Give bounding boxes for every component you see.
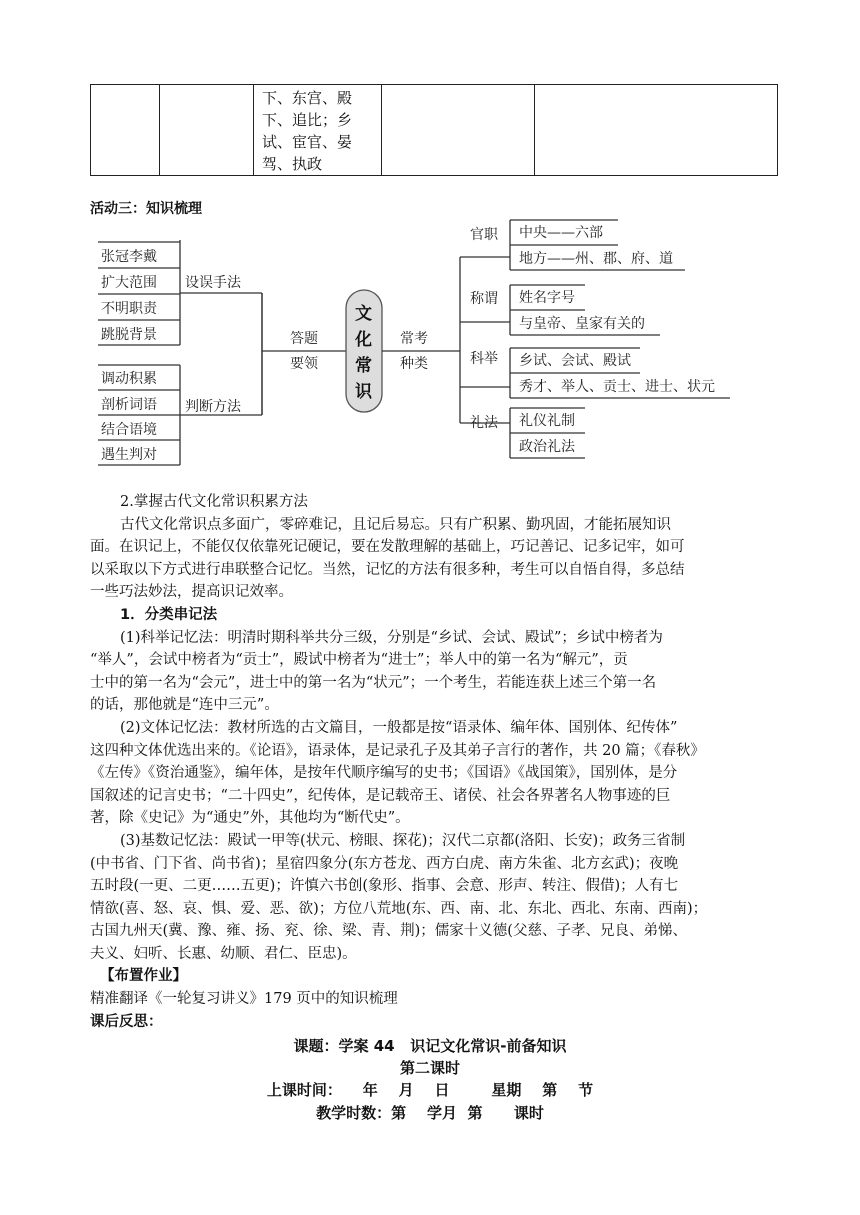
group1-item: 张冠李戴 [101,249,157,265]
paragraph-line: 夫义、妇听、长惠、幼顺、君仁、臣忠)。 [90,945,357,962]
cell-line: 下、东宫、殿 [262,89,353,107]
paragraph-line: 的话，那他就是“连中三元”。 [90,697,279,714]
category-item: 乡试、会试、殿试 [519,353,631,369]
category-item: 姓名字号 [519,290,575,306]
category-item: 秀才、举人、贡士、进士、状元 [519,379,715,395]
table-cell [535,85,778,176]
center-char: 常 [355,356,372,376]
paragraph-line: (中书省、门下省、尚书省)；星宿四象分(东方苍龙、西方白虎、南方朱雀、北方玄武)；夜晚 [90,855,679,872]
category-label: 称谓 [470,291,498,307]
paragraph-line: 士中的第一名为“会元”，进士中的第一名为“状元”；一个考生，若能连获上述三个第一名 [90,674,657,691]
body-text [90,491,707,1033]
paragraph-line: 古代文化常识点多面广，零碎难记，且记后易忘。只有广积累、勤巩固，才能拓展知识 [120,516,671,533]
category-item: 中央——六部 [519,225,603,241]
lesson-count: 教学时数：第 学月 第 课时 [316,1104,544,1122]
paragraph-line: 这四种文体优选出来的。《论语》，语录体，是记录孔子及其弟子言行的著作，共 20 篇；《春秋》 [90,742,705,759]
group2-item: 剖析词语 [101,397,157,413]
paragraph-line: (3)基数记忆法：殿试一甲等(状元、榜眼、探花)；汉代二京都(洛阳、长安)；政务三省制 [120,832,686,849]
group2-item: 结合语境 [101,422,157,438]
group1-label: 设误手法 [185,275,241,291]
paragraph-line: 面。在识记上，不能仅仅依靠死记硬记，要在发散理解的基础上，巧记善记、记多记牢，如可 [90,539,685,556]
category-label: 科举 [470,351,498,367]
category-item: 地方——州、郡、府、道 [519,251,673,267]
group1-item: 扩大范围 [101,275,157,291]
group2-item: 遇生判对 [101,447,157,463]
paragraph-line: “举人”，会试中榜者为“贡士”，殿试中榜者为“进士”；举人中的第一名为“解元”，贡 [90,652,628,669]
homework-text: 精准翻译《一轮复习讲义》179 页中的知识梳理 [90,991,398,1008]
subheading: 1．分类串记法 [120,606,218,623]
group2-label: 判断方法 [185,399,241,415]
center-char: 识 [355,382,372,402]
left-mid-label: 要领 [290,356,318,372]
category-label: 官职 [470,227,498,243]
category-item: 礼仪礼制 [519,413,575,429]
section-title: 2.掌握古代文化常识积累方法 [120,494,308,510]
right-mid-label: 种类 [400,356,428,372]
cell-line: 下、追比；乡 [262,111,353,129]
homework-title: 【布置作业】 [100,968,187,985]
paragraph-line: 《左传》《资治通鉴》，编年体，是按年代顺序编写的史书；《国语》《战国策》，国别体，是分 [90,765,678,782]
lesson-time: 上课时间： 年 月 日 星期 第 节 [266,1081,594,1099]
lesson-title: 课题：学案 44 识记文化常识-前备知识 [293,1037,567,1055]
cell-line: 试、宦官、晏 [262,133,353,151]
table-cell [382,85,535,176]
paragraph-line: 五时段(一更、二更……五更)；许慎六书创(象形、指事、会意、形声、转注、假借)；人有七 [90,878,679,895]
group1-item: 跳脱背景 [101,327,157,343]
top-table [90,84,778,176]
paragraph-line: 一些巧法妙法，提高识记效率。 [90,584,293,601]
category-label: 礼法 [470,415,498,431]
paragraph-line: (2)文体记忆法：教材所选的古文篇目，一般都是按“语录体、编年体、国别体、纪传体” [120,719,678,736]
knowledge-mindmap [0,215,860,475]
paragraph-line: (1)科举记忆法：明清时期科举共分三级，分别是“乡试、会试、殿试”；乡试中榜者为 [120,629,663,646]
paragraph-line: 著，除《史记》为“通史”外，其他均为“断代史”。 [90,810,410,827]
table-cell-terms [254,85,382,176]
cell-line: 驾、执政 [262,155,323,173]
center-char: 化 [355,330,372,350]
table-cell [91,85,160,176]
lesson-sub: 第二课时 [399,1059,460,1077]
group1-item: 不明职责 [101,301,157,317]
activity-title: 活动三：知识梳理 [90,201,202,217]
center-char: 文 [355,304,372,324]
table-cell [160,85,254,176]
right-mid-label: 常考 [400,331,428,347]
paragraph-line: 古国九州天(冀、豫、雍、扬、兖、徐、梁、青、荆)；儒家十义德(父慈、子孝、兄良、弟悌、 [90,923,687,940]
paragraph-line: 情欲(喜、怒、哀、惧、爱、恶、欲)；方位八荒地(东、西、南、北、东北、西北、东南、西南)； [90,900,708,917]
category-item: 政治礼法 [519,439,575,455]
category-item: 与皇帝、皇家有关的 [519,316,645,332]
reflection-label: 课后反思： [90,1013,163,1030]
left-mid-label: 答题 [290,331,318,347]
group2-item: 调动积累 [101,371,157,387]
paragraph-line: 国叙述的记言史书；“二十四史”，纪传体，是记载帝王、诸侯、社会各界著名人物事迹的巨 [90,787,671,804]
paragraph-line: 以采取以下方式进行串联整合记忆。当然，记忆的方法有很多种，考生可以自悟自得，多总结 [90,561,685,578]
